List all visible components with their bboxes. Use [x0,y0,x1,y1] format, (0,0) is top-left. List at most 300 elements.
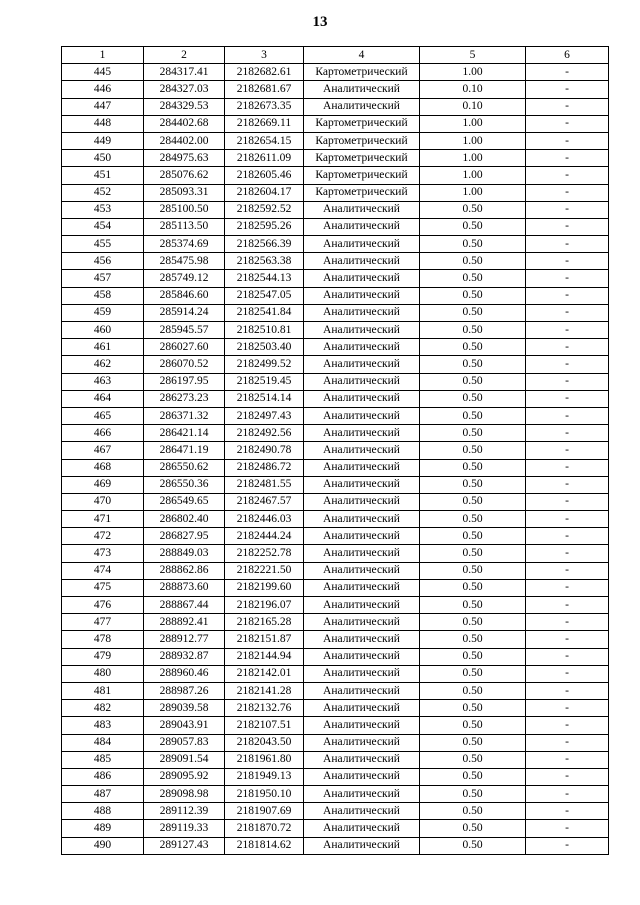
method-cell: Аналитический [304,734,420,751]
method-cell: Аналитический [304,545,420,562]
note-cell: - [526,459,609,476]
table-row [62,201,609,218]
y-coordinate-cell: 2182669.11 [225,115,304,132]
accuracy-cell: 0.50 [420,373,526,390]
point-number-cell: 464 [62,390,144,407]
table-row [62,253,609,270]
x-coordinate-cell: 285093.31 [144,184,225,201]
note-cell: - [526,631,609,648]
y-coordinate-cell: 2182446.03 [225,511,304,528]
x-coordinate-cell: 285914.24 [144,304,225,321]
x-coordinate-cell: 284317.41 [144,64,225,81]
y-coordinate-cell: 2182199.60 [225,579,304,596]
accuracy-cell: 0.50 [420,562,526,579]
method-cell: Аналитический [304,356,420,373]
table-row [62,820,609,837]
x-coordinate-cell: 284402.68 [144,115,225,132]
note-cell: - [526,167,609,184]
x-coordinate-cell: 288960.46 [144,665,225,682]
table-row [62,150,609,167]
point-number-cell: 469 [62,476,144,493]
y-coordinate-cell: 2182563.38 [225,253,304,270]
column-header: 3 [225,47,304,64]
note-cell: - [526,98,609,115]
point-number-cell: 446 [62,81,144,98]
accuracy-cell: 0.50 [420,803,526,820]
point-number-cell: 480 [62,665,144,682]
note-cell: - [526,304,609,321]
x-coordinate-cell: 286197.95 [144,373,225,390]
table-row [62,579,609,596]
accuracy-cell: 0.50 [420,201,526,218]
point-number-cell: 473 [62,545,144,562]
method-cell: Аналитический [304,98,420,115]
x-coordinate-cell: 286027.60 [144,339,225,356]
method-cell: Аналитический [304,304,420,321]
note-cell: - [526,751,609,768]
method-cell: Аналитический [304,236,420,253]
note-cell: - [526,253,609,270]
table-row [62,81,609,98]
y-coordinate-cell: 2182519.45 [225,373,304,390]
accuracy-cell: 1.00 [420,132,526,149]
note-cell: - [526,493,609,510]
coordinates-table [61,46,609,855]
method-cell: Аналитический [304,253,420,270]
note-cell: - [526,579,609,596]
note-cell: - [526,803,609,820]
note-cell: - [526,786,609,803]
point-number-cell: 454 [62,218,144,235]
accuracy-cell: 0.50 [420,390,526,407]
method-cell: Аналитический [304,700,420,717]
method-cell: Картометрический [304,167,420,184]
note-cell: - [526,115,609,132]
accuracy-cell: 0.50 [420,579,526,596]
method-cell: Аналитический [304,425,420,442]
accuracy-cell: 0.50 [420,459,526,476]
table-row [62,476,609,493]
note-cell: - [526,717,609,734]
table-row [62,407,609,424]
x-coordinate-cell: 289119.33 [144,820,225,837]
accuracy-cell: 0.50 [420,751,526,768]
point-number-cell: 448 [62,115,144,132]
x-coordinate-cell: 288987.26 [144,682,225,699]
table-row [62,734,609,751]
x-coordinate-cell: 288862.86 [144,562,225,579]
point-number-cell: 457 [62,270,144,287]
accuracy-cell: 0.50 [420,545,526,562]
table-row [62,803,609,820]
y-coordinate-cell: 2182165.28 [225,614,304,631]
table-row [62,528,609,545]
point-number-cell: 467 [62,442,144,459]
accuracy-cell: 1.00 [420,184,526,201]
y-coordinate-cell: 2182681.67 [225,81,304,98]
method-cell: Аналитический [304,511,420,528]
x-coordinate-cell: 285100.50 [144,201,225,218]
note-cell: - [526,407,609,424]
y-coordinate-cell: 2182595.26 [225,218,304,235]
y-coordinate-cell: 2182566.39 [225,236,304,253]
accuracy-cell: 0.50 [420,631,526,648]
method-cell: Аналитический [304,442,420,459]
method-cell: Аналитический [304,407,420,424]
note-cell: - [526,768,609,785]
x-coordinate-cell: 288849.03 [144,545,225,562]
point-number-cell: 474 [62,562,144,579]
note-cell: - [526,562,609,579]
x-coordinate-cell: 289091.54 [144,751,225,768]
x-coordinate-cell: 284329.53 [144,98,225,115]
accuracy-cell: 0.50 [420,304,526,321]
note-cell: - [526,837,609,854]
point-number-cell: 490 [62,837,144,854]
method-cell: Аналитический [304,528,420,545]
header-row [62,47,609,64]
method-cell: Картометрический [304,132,420,149]
point-number-cell: 477 [62,614,144,631]
method-cell: Аналитический [304,820,420,837]
y-coordinate-cell: 2182107.51 [225,717,304,734]
note-cell: - [526,545,609,562]
accuracy-cell: 0.50 [420,425,526,442]
accuracy-cell: 0.50 [420,682,526,699]
table-row [62,132,609,149]
table-row [62,356,609,373]
accuracy-cell: 0.50 [420,528,526,545]
x-coordinate-cell: 285076.62 [144,167,225,184]
table-row [62,287,609,304]
method-cell: Аналитический [304,751,420,768]
method-cell: Аналитический [304,597,420,614]
table-row [62,562,609,579]
column-header: 5 [420,47,526,64]
table-row [62,751,609,768]
point-number-cell: 453 [62,201,144,218]
method-cell: Аналитический [304,682,420,699]
accuracy-cell: 0.50 [420,648,526,665]
x-coordinate-cell: 285846.60 [144,287,225,304]
x-coordinate-cell: 286070.52 [144,356,225,373]
note-cell: - [526,356,609,373]
accuracy-cell: 0.50 [420,218,526,235]
point-number-cell: 472 [62,528,144,545]
method-cell: Аналитический [304,459,420,476]
y-coordinate-cell: 2182503.40 [225,339,304,356]
column-header: 1 [62,47,144,64]
table-row [62,597,609,614]
note-cell: - [526,511,609,528]
y-coordinate-cell: 2181814.62 [225,837,304,854]
method-cell: Аналитический [304,579,420,596]
table-row [62,614,609,631]
table-row [62,682,609,699]
point-number-cell: 461 [62,339,144,356]
y-coordinate-cell: 2182481.55 [225,476,304,493]
point-number-cell: 451 [62,167,144,184]
x-coordinate-cell: 284975.63 [144,150,225,167]
x-coordinate-cell: 289098.98 [144,786,225,803]
note-cell: - [526,734,609,751]
accuracy-cell: 1.00 [420,167,526,184]
accuracy-cell: 0.50 [420,768,526,785]
accuracy-cell: 0.50 [420,786,526,803]
y-coordinate-cell: 2182673.35 [225,98,304,115]
table-row [62,768,609,785]
method-cell: Аналитический [304,218,420,235]
table-row [62,631,609,648]
point-number-cell: 452 [62,184,144,201]
x-coordinate-cell: 288932.87 [144,648,225,665]
method-cell: Аналитический [304,339,420,356]
y-coordinate-cell: 2182510.81 [225,322,304,339]
table-row [62,270,609,287]
y-coordinate-cell: 2182252.78 [225,545,304,562]
accuracy-cell: 0.50 [420,253,526,270]
table-row [62,717,609,734]
method-cell: Аналитический [304,201,420,218]
accuracy-cell: 0.50 [420,236,526,253]
point-number-cell: 450 [62,150,144,167]
method-cell: Аналитический [304,837,420,854]
note-cell: - [526,528,609,545]
point-number-cell: 463 [62,373,144,390]
y-coordinate-cell: 2182499.52 [225,356,304,373]
note-cell: - [526,322,609,339]
x-coordinate-cell: 286273.23 [144,390,225,407]
y-coordinate-cell: 2182144.94 [225,648,304,665]
accuracy-cell: 0.50 [420,717,526,734]
note-cell: - [526,270,609,287]
y-coordinate-cell: 2182444.24 [225,528,304,545]
point-number-cell: 471 [62,511,144,528]
y-coordinate-cell: 2182514.14 [225,390,304,407]
note-cell: - [526,442,609,459]
note-cell: - [526,820,609,837]
point-number-cell: 460 [62,322,144,339]
table-row [62,545,609,562]
point-number-cell: 484 [62,734,144,751]
x-coordinate-cell: 286421.14 [144,425,225,442]
accuracy-cell: 0.50 [420,476,526,493]
accuracy-cell: 0.50 [420,511,526,528]
table-row [62,184,609,201]
y-coordinate-cell: 2182497.43 [225,407,304,424]
y-coordinate-cell: 2182547.05 [225,287,304,304]
method-cell: Аналитический [304,373,420,390]
y-coordinate-cell: 2182682.61 [225,64,304,81]
point-number-cell: 465 [62,407,144,424]
accuracy-cell: 0.50 [420,339,526,356]
accuracy-cell: 0.50 [420,270,526,287]
x-coordinate-cell: 289043.91 [144,717,225,734]
accuracy-cell: 0.50 [420,734,526,751]
x-coordinate-cell: 288912.77 [144,631,225,648]
method-cell: Аналитический [304,476,420,493]
x-coordinate-cell: 289127.43 [144,837,225,854]
table-row [62,459,609,476]
note-cell: - [526,665,609,682]
note-cell: - [526,287,609,304]
method-cell: Аналитический [304,562,420,579]
point-number-cell: 478 [62,631,144,648]
method-cell: Аналитический [304,390,420,407]
table-row [62,493,609,510]
point-number-cell: 468 [62,459,144,476]
point-number-cell: 462 [62,356,144,373]
table-row [62,98,609,115]
method-cell: Картометрический [304,64,420,81]
method-cell: Аналитический [304,717,420,734]
x-coordinate-cell: 286549.65 [144,493,225,510]
column-header: 2 [144,47,225,64]
point-number-cell: 455 [62,236,144,253]
table-row [62,390,609,407]
x-coordinate-cell: 289057.83 [144,734,225,751]
note-cell: - [526,597,609,614]
table-row [62,425,609,442]
point-number-cell: 470 [62,493,144,510]
accuracy-cell: 0.50 [420,837,526,854]
accuracy-cell: 0.50 [420,287,526,304]
note-cell: - [526,390,609,407]
note-cell: - [526,236,609,253]
accuracy-cell: 0.50 [420,322,526,339]
table-row [62,648,609,665]
table-row [62,442,609,459]
point-number-cell: 481 [62,682,144,699]
x-coordinate-cell: 284327.03 [144,81,225,98]
y-coordinate-cell: 2182592.52 [225,201,304,218]
accuracy-cell: 0.10 [420,81,526,98]
note-cell: - [526,201,609,218]
point-number-cell: 479 [62,648,144,665]
column-header: 4 [304,47,420,64]
y-coordinate-cell: 2181950.10 [225,786,304,803]
method-cell: Аналитический [304,270,420,287]
method-cell: Аналитический [304,493,420,510]
table-row [62,304,609,321]
y-coordinate-cell: 2182486.72 [225,459,304,476]
point-number-cell: 445 [62,64,144,81]
x-coordinate-cell: 288892.41 [144,614,225,631]
note-cell: - [526,700,609,717]
point-number-cell: 458 [62,287,144,304]
page-number: 13 [312,14,328,30]
accuracy-cell: 0.50 [420,442,526,459]
note-cell: - [526,64,609,81]
table-row [62,837,609,854]
y-coordinate-cell: 2181870.72 [225,820,304,837]
note-cell: - [526,150,609,167]
point-number-cell: 489 [62,820,144,837]
point-number-cell: 466 [62,425,144,442]
method-cell: Аналитический [304,648,420,665]
y-coordinate-cell: 2182492.56 [225,425,304,442]
y-coordinate-cell: 2181907.69 [225,803,304,820]
table-row [62,339,609,356]
y-coordinate-cell: 2182611.09 [225,150,304,167]
y-coordinate-cell: 2182151.87 [225,631,304,648]
method-cell: Картометрический [304,184,420,201]
x-coordinate-cell: 284402.00 [144,132,225,149]
note-cell: - [526,476,609,493]
method-cell: Картометрический [304,115,420,132]
x-coordinate-cell: 289112.39 [144,803,225,820]
accuracy-cell: 0.50 [420,700,526,717]
x-coordinate-cell: 285374.69 [144,236,225,253]
point-number-cell: 459 [62,304,144,321]
note-cell: - [526,339,609,356]
point-number-cell: 483 [62,717,144,734]
note-cell: - [526,184,609,201]
x-coordinate-cell: 289039.58 [144,700,225,717]
method-cell: Аналитический [304,614,420,631]
y-coordinate-cell: 2182654.15 [225,132,304,149]
point-number-cell: 485 [62,751,144,768]
note-cell: - [526,682,609,699]
accuracy-cell: 0.50 [420,820,526,837]
method-cell: Аналитический [304,631,420,648]
accuracy-cell: 0.50 [420,493,526,510]
method-cell: Аналитический [304,786,420,803]
y-coordinate-cell: 2182605.46 [225,167,304,184]
accuracy-cell: 0.50 [420,597,526,614]
x-coordinate-cell: 286550.36 [144,476,225,493]
y-coordinate-cell: 2182467.57 [225,493,304,510]
x-coordinate-cell: 286827.95 [144,528,225,545]
method-cell: Аналитический [304,322,420,339]
column-header: 6 [526,47,609,64]
accuracy-cell: 1.00 [420,115,526,132]
x-coordinate-cell: 285475.98 [144,253,225,270]
point-number-cell: 488 [62,803,144,820]
point-number-cell: 476 [62,597,144,614]
y-coordinate-cell: 2182541.84 [225,304,304,321]
table-row [62,115,609,132]
x-coordinate-cell: 289095.92 [144,768,225,785]
point-number-cell: 447 [62,98,144,115]
y-coordinate-cell: 2182544.13 [225,270,304,287]
table-row [62,786,609,803]
accuracy-cell: 0.50 [420,614,526,631]
table-row [62,665,609,682]
table-row [62,511,609,528]
accuracy-cell: 0.50 [420,665,526,682]
table-row [62,700,609,717]
table-row [62,236,609,253]
x-coordinate-cell: 285945.57 [144,322,225,339]
accuracy-cell: 0.50 [420,407,526,424]
table-row [62,373,609,390]
x-coordinate-cell: 288873.60 [144,579,225,596]
accuracy-cell: 0.50 [420,356,526,373]
note-cell: - [526,81,609,98]
table-row [62,218,609,235]
x-coordinate-cell: 285749.12 [144,270,225,287]
y-coordinate-cell: 2182141.28 [225,682,304,699]
method-cell: Аналитический [304,81,420,98]
table-row [62,64,609,81]
note-cell: - [526,132,609,149]
point-number-cell: 449 [62,132,144,149]
note-cell: - [526,425,609,442]
y-coordinate-cell: 2182221.50 [225,562,304,579]
note-cell: - [526,614,609,631]
method-cell: Аналитический [304,768,420,785]
